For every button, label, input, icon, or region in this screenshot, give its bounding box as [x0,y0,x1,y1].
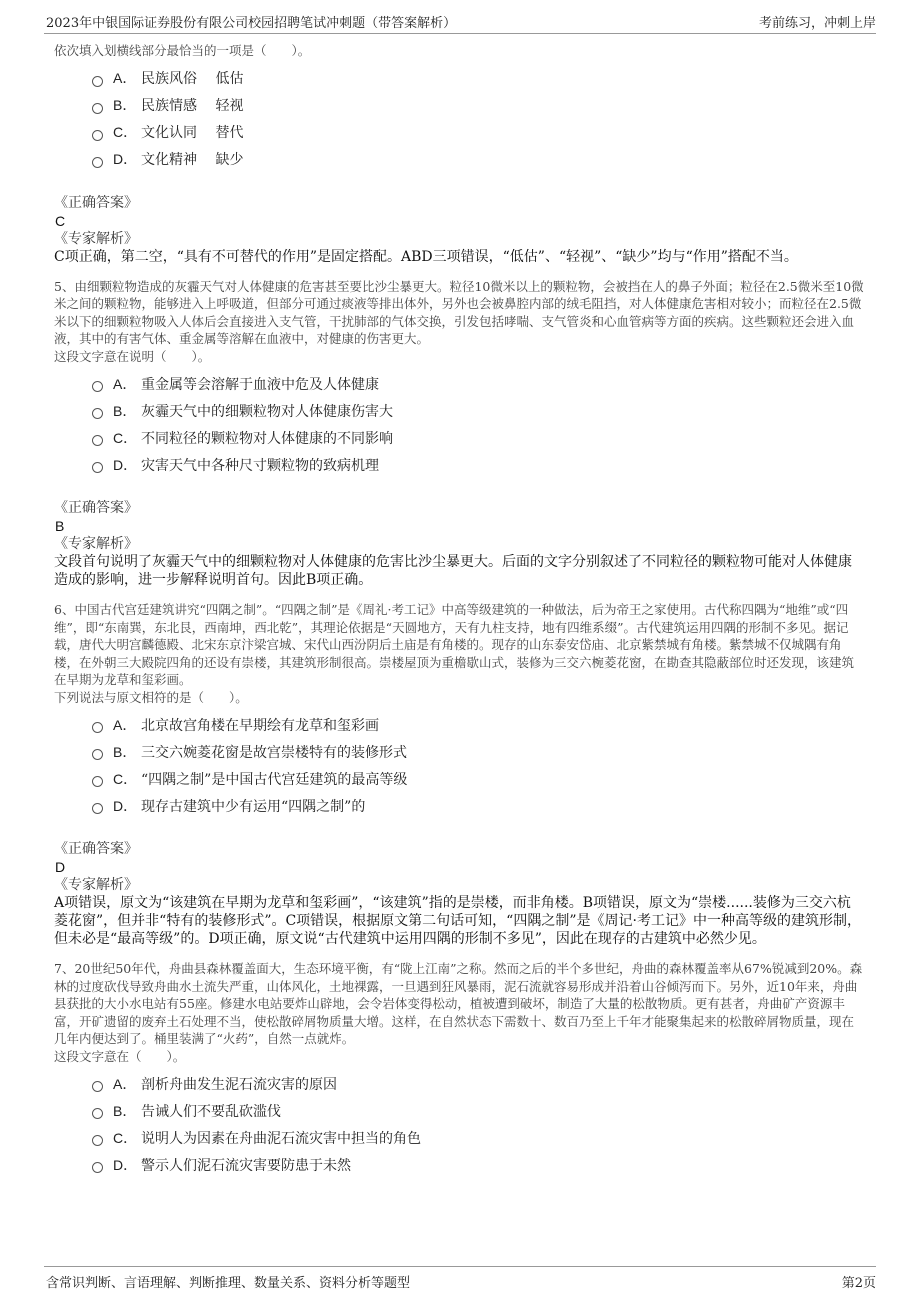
answer-block [54,194,864,266]
radio-icon[interactable] [92,1135,103,1146]
option-text: 说明人为因素在舟曲泥石流灾害中担当的角色 [141,1130,421,1147]
option-d[interactable] [92,1151,864,1178]
option-text: “四隅之制”是中国古代宫廷建筑的最高等级 [141,771,408,788]
option-letter: D． [113,151,138,167]
option-d[interactable] [92,146,864,173]
question-stem: 5、由细颗粒物造成的灰霾天气对人体健康的危害甚至要比沙尘暴更大。粒径10微米以上的颗粒物，会被挡在人的鼻子外面；粒径在2.5微米至10微米之间的颗粒物，能够进入上呼吸道，但部分可通过痰液等排出体外，另外也会被鼻腔内部的绒毛阻挡，对人体健康危害相对较小；而粒径在2.5微米以下的细颗粒物吸入人体后会直接进入支气管，干扰肺部的气体交换，引发包括哮喘、支气管炎和心血管病等方面的疾病。这些颗粒还会进入血液，其中的有害气体、重金属等溶解在血液中，对健康的伤害更大。 [54,278,864,346]
option-b[interactable] [92,92,864,119]
radio-icon[interactable] [92,130,103,141]
question-4 [54,42,864,266]
option-d[interactable] [92,451,864,478]
question-5 [54,278,864,590]
option-text: 北京故宫角楼在早期绘有龙草和玺彩画 [141,717,379,734]
question-7 [54,960,864,1178]
radio-icon[interactable] [92,76,103,87]
option-text: 重金属等会溶解于血液中危及人体健康 [141,376,379,393]
option-text: 现存古建筑中少有运用“四隅之制”的 [141,798,366,815]
radio-icon[interactable] [92,381,103,392]
option-list [92,370,864,478]
option-letter: A． [113,375,137,392]
option-a[interactable] [92,711,864,738]
option-text: 文化认同 替代 [141,125,244,141]
option-letter: B． [113,402,137,419]
option-b[interactable] [92,1097,864,1124]
answer-label: 《正确答案》 [54,194,138,211]
footer-topics: 含常识判断、言语理解、判断推理、数量关系、资料分析等题型 [46,1276,411,1291]
option-letter: C． [113,770,138,787]
answer-block [54,840,864,948]
option-letter: D． [113,797,138,814]
option-a[interactable] [92,1070,864,1097]
question-prompt: 依次填入划横线部分最恰当的一项是（ ）。 [54,43,311,58]
option-c[interactable] [92,424,864,451]
option-letter: C． [113,124,138,140]
document-title: 2023年中银国际证券股份有限公司校园招聘笔试冲刺题（带答案解析） [46,16,457,31]
radio-icon[interactable] [92,103,103,114]
radio-icon[interactable] [92,1108,103,1119]
option-d[interactable] [92,792,864,819]
option-list [92,65,864,173]
option-letter: B． [113,1102,137,1119]
option-text: 民族风俗 低估 [141,71,244,87]
option-text: 剖析舟曲发生泥石流灾害的原因 [141,1076,337,1093]
analysis-label: 《专家解析》 [54,877,138,893]
page-number: 第2页 [841,1276,876,1291]
analysis-text: A项错误，原文为“该建筑在早期为龙草和玺彩画”，“该建筑”指的是崇楼，而非角楼。B项错误，原文为“崇楼......装修为三交六杭菱花窗”，但并非“特有的装修形式”。C项错误，根据原文第二句话可知，“四隅之制”是《周记·考工记》中一种高等级的建筑形制，但未必是“最高等级”的。D项正确，原文说“古代建筑中运用四隅的形制不多见”，因此在现存的古建筑中必然少见。 [54,895,861,947]
option-letter: B． [113,743,137,760]
option-c[interactable] [92,1124,864,1151]
answer-label: 《正确答案》 [54,500,138,516]
radio-icon[interactable] [92,435,103,446]
answer-value: C [55,212,66,229]
option-letter: B． [113,97,137,113]
option-c[interactable] [92,119,864,146]
option-text: 文化精神 缺少 [141,152,244,168]
option-a[interactable] [92,370,864,397]
radio-icon[interactable] [92,803,103,814]
option-text: 灰霾天气中的细颗粒物对人体健康伤害大 [141,403,393,420]
analysis-label: 《专家解析》 [54,536,138,552]
answer-value: B [55,518,65,534]
option-letter: D． [113,1156,138,1173]
analysis-text: 文段首句说明了灰霾天气中的细颗粒物对人体健康的危害比沙尘暴更大。后面的文字分别叙述了不同粒径的颗粒物可能对人体健康造成的影响，进一步解释说明首句。因此B项正确。 [54,554,852,588]
answer-label: 《正确答案》 [54,841,138,857]
option-letter: A． [113,70,137,86]
option-text: 告诫人们不要乱砍滥伐 [141,1103,281,1120]
question-prompt: 这段文字意在说明（ ）。 [54,348,211,364]
question-prompt: 下列说法与原文相符的是（ ）。 [54,689,248,705]
radio-icon[interactable] [92,776,103,787]
radio-icon[interactable] [92,157,103,168]
radio-icon[interactable] [92,722,103,733]
option-letter: C． [113,1129,138,1146]
analysis-label: 《专家解析》 [54,230,138,247]
radio-icon[interactable] [92,408,103,419]
option-letter: C． [113,429,138,446]
option-b[interactable] [92,738,864,765]
answer-value: D [55,859,66,875]
option-c[interactable] [92,765,864,792]
header-divider [44,33,876,34]
question-prompt: 这段文字意在（ ）。 [54,1048,186,1064]
radio-icon[interactable] [92,749,103,760]
analysis-text: C项正确，第二空，“具有不可替代的作用”是固定搭配。ABD三项错误，“低估”、“轻视”、“缺少”均与“作用”搭配不当。 [54,248,798,265]
page-content [54,42,864,1178]
option-text: 民族情感 轻视 [141,98,244,114]
option-text: 不同粒径的颗粒物对人体健康的不同影响 [141,430,393,447]
footer-divider [44,1266,876,1267]
radio-icon[interactable] [92,1162,103,1173]
header-slogan: 考前练习，冲刺上岸 [758,16,876,31]
question-stem: 7、20世纪50年代，舟曲县森林覆盖面大，生态环境平衡，有“陇上江南”之称。然而之后的半个多世纪，舟曲的森林覆盖率从67%锐减到20%。森林的过度砍伐导致舟曲水土流失严重，山体风化，土地裸露，一旦遇到狂风暴雨，泥石流就容易形成并沿着山谷倾泻而下。另外，近10年来，舟曲县获批的大小水电站有55座。修建水电站要炸山辟地，会令岩体变得松动，植被遭到破坏，制造了大量的松散物质。更有甚者，舟曲矿产资源丰富，开矿遗留的废弃土石处理不当，使松散碎屑物质量大增。这样，在自然状态下需数十、数百乃至上千年才能聚集起来的松散碎屑物质量，现在几年内便达到了。桶里装满了“火药”，自然一点就炸。 [54,961,863,1046]
option-text: 灾害天气中各种尺寸颗粒物的致病机理 [141,457,379,474]
option-letter: A． [113,716,137,733]
option-letter: D． [113,456,138,473]
option-list [92,711,864,819]
page-footer [0,1262,920,1302]
radio-icon[interactable] [92,1081,103,1092]
option-text: 警示人们泥石流灾害要防患于未然 [141,1157,351,1174]
page-header [0,0,920,34]
option-b[interactable] [92,397,864,424]
option-a[interactable] [92,65,864,92]
question-6 [54,601,864,948]
option-list [92,1070,864,1178]
radio-icon[interactable] [92,462,103,473]
option-letter: A． [113,1075,137,1092]
option-text: 三交六婉菱花窗是故宫崇楼特有的装修形式 [141,744,407,761]
answer-block [54,499,864,589]
question-stem: 6、中国古代宫廷建筑讲究“四隅之制”。“四隅之制”是《周礼·考工记》中高等级建筑的一种做法，后为帝王之家使用。古代称四隅为“地维”或“四维”，即“东南巽，东北艮，西南坤，西北乾”，其理论依据是“天圆地方，天有九柱支持，地有四维系缀”。古代建筑运用四隅的形制不多见。据记载，唐代大明宫麟德殿、北宋东京汴梁宫城、宋代山西汾阴后土庙是有角楼的。现存的山东泰安岱庙、北京紫禁城有角楼。紫禁城不仅城隅有角楼，在外朝三大殿院四角的还设有崇楼，其建筑形制很高。崇楼屋顶为重檐歇山式，装修为三交六椀菱花窗，在勘查其隐蔽部位时还发现，该建筑在早期为龙草和玺彩画。 [54,602,855,687]
